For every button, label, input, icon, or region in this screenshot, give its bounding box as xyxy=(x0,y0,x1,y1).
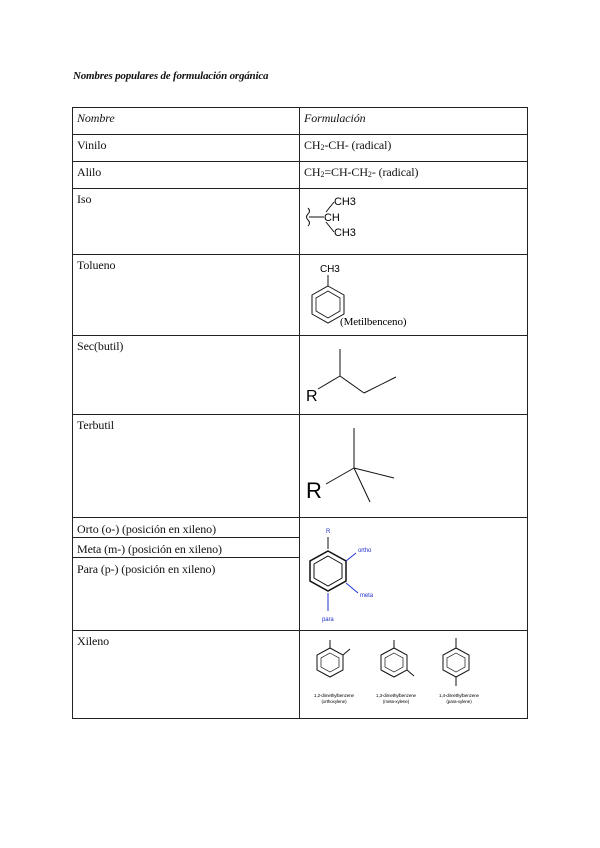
label-r: R xyxy=(326,529,331,535)
arrow-ortho xyxy=(346,553,356,561)
xylene-structures xyxy=(304,634,524,710)
row-structure xyxy=(300,631,528,719)
table-row xyxy=(73,135,528,162)
row-name: Alilo xyxy=(73,162,300,189)
caption-para-line2: (para-xylene) xyxy=(446,699,472,704)
label-meta: meta xyxy=(360,593,373,599)
bond xyxy=(354,468,370,502)
formula-sub: 2 xyxy=(320,143,325,152)
label-ch3-top: CH3 xyxy=(334,196,356,208)
formula-part: - (radical) xyxy=(371,165,419,179)
table-row xyxy=(73,415,528,518)
table-row xyxy=(73,631,528,719)
caption-ortho-line1: 1,2-dimethylbenzene xyxy=(314,693,354,698)
label-ch3-bottom: CH3 xyxy=(334,227,356,239)
label-r: R xyxy=(306,478,322,503)
table-row xyxy=(73,518,528,631)
para-xylene xyxy=(443,638,469,686)
bond xyxy=(318,376,340,389)
row-name-stack xyxy=(73,518,300,631)
ring-inner xyxy=(385,653,403,672)
caption-meta-line2: (meta-xylene) xyxy=(382,699,410,704)
row-name: Tolueno xyxy=(73,255,300,336)
formula-part: CH xyxy=(304,165,321,179)
ortho-xylene xyxy=(317,640,350,677)
formula-part: -CH- (radical) xyxy=(324,138,392,152)
formula-part: =CH-CH xyxy=(324,165,368,179)
header-formulacion: Formulación xyxy=(300,108,528,135)
caption-para-line1: 1,4-dimethylbenzene xyxy=(439,693,479,698)
bond xyxy=(354,468,394,478)
row-name-meta: Meta (m-) (posición en xileno) xyxy=(73,538,299,558)
row-formula xyxy=(300,162,528,189)
row-structure xyxy=(300,415,528,518)
page-title: Nombres populares de formulación orgánica xyxy=(73,70,269,82)
caption-ortho-line2: (orthoxylene) xyxy=(321,699,347,704)
table-row xyxy=(73,336,528,415)
formula-table xyxy=(72,107,528,719)
formula-part: CH xyxy=(304,138,321,152)
label-para: para xyxy=(322,617,334,623)
bond xyxy=(326,202,334,212)
row-name: Xileno xyxy=(73,631,300,719)
positions-structure xyxy=(304,521,424,625)
row-structure xyxy=(300,336,528,415)
row-name-orto: Orto (o-) (posición en xileno) xyxy=(73,518,299,538)
terbutyl-structure xyxy=(304,418,424,512)
ring-inner xyxy=(447,653,465,672)
label-ortho: ortho xyxy=(358,548,372,554)
row-structure xyxy=(300,255,528,336)
label-r: R xyxy=(306,388,318,405)
bond xyxy=(326,468,354,484)
row-formula xyxy=(300,135,528,162)
sec-butyl-structure xyxy=(304,339,424,409)
iso-structure xyxy=(304,192,384,248)
row-name: Sec(butil) xyxy=(73,336,300,415)
formula-sub: 2 xyxy=(320,170,325,179)
toluene-structure xyxy=(304,258,454,332)
table-row xyxy=(73,255,528,336)
row-name: Vinilo xyxy=(73,135,300,162)
label-ch: CH xyxy=(324,212,340,224)
caption: (Metilbenceno) xyxy=(340,316,407,328)
row-structure xyxy=(300,189,528,255)
table-row xyxy=(73,189,528,255)
ring-inner xyxy=(321,653,339,672)
row-name: Iso xyxy=(73,189,300,255)
row-name: Terbutil xyxy=(73,415,300,518)
header-nombre: Nombre xyxy=(73,108,300,135)
arrow-meta xyxy=(346,583,358,593)
formula-sub: 2 xyxy=(367,170,372,179)
meta-xylene xyxy=(381,640,414,677)
bond xyxy=(407,670,414,676)
ring-inner xyxy=(314,556,342,586)
bond xyxy=(364,377,396,393)
ring-inner xyxy=(316,291,340,318)
benzene-ring xyxy=(310,551,346,591)
row-name-para: Para (p-) (posición en xileno) xyxy=(77,562,216,576)
bond xyxy=(343,649,350,655)
bond xyxy=(340,376,364,393)
table-row xyxy=(73,162,528,189)
caption-meta-line1: 1,3-dimethylbenzene xyxy=(376,693,416,698)
table-header-row xyxy=(73,108,528,135)
row-structure xyxy=(300,518,528,631)
label-ch3: CH3 xyxy=(320,264,340,275)
